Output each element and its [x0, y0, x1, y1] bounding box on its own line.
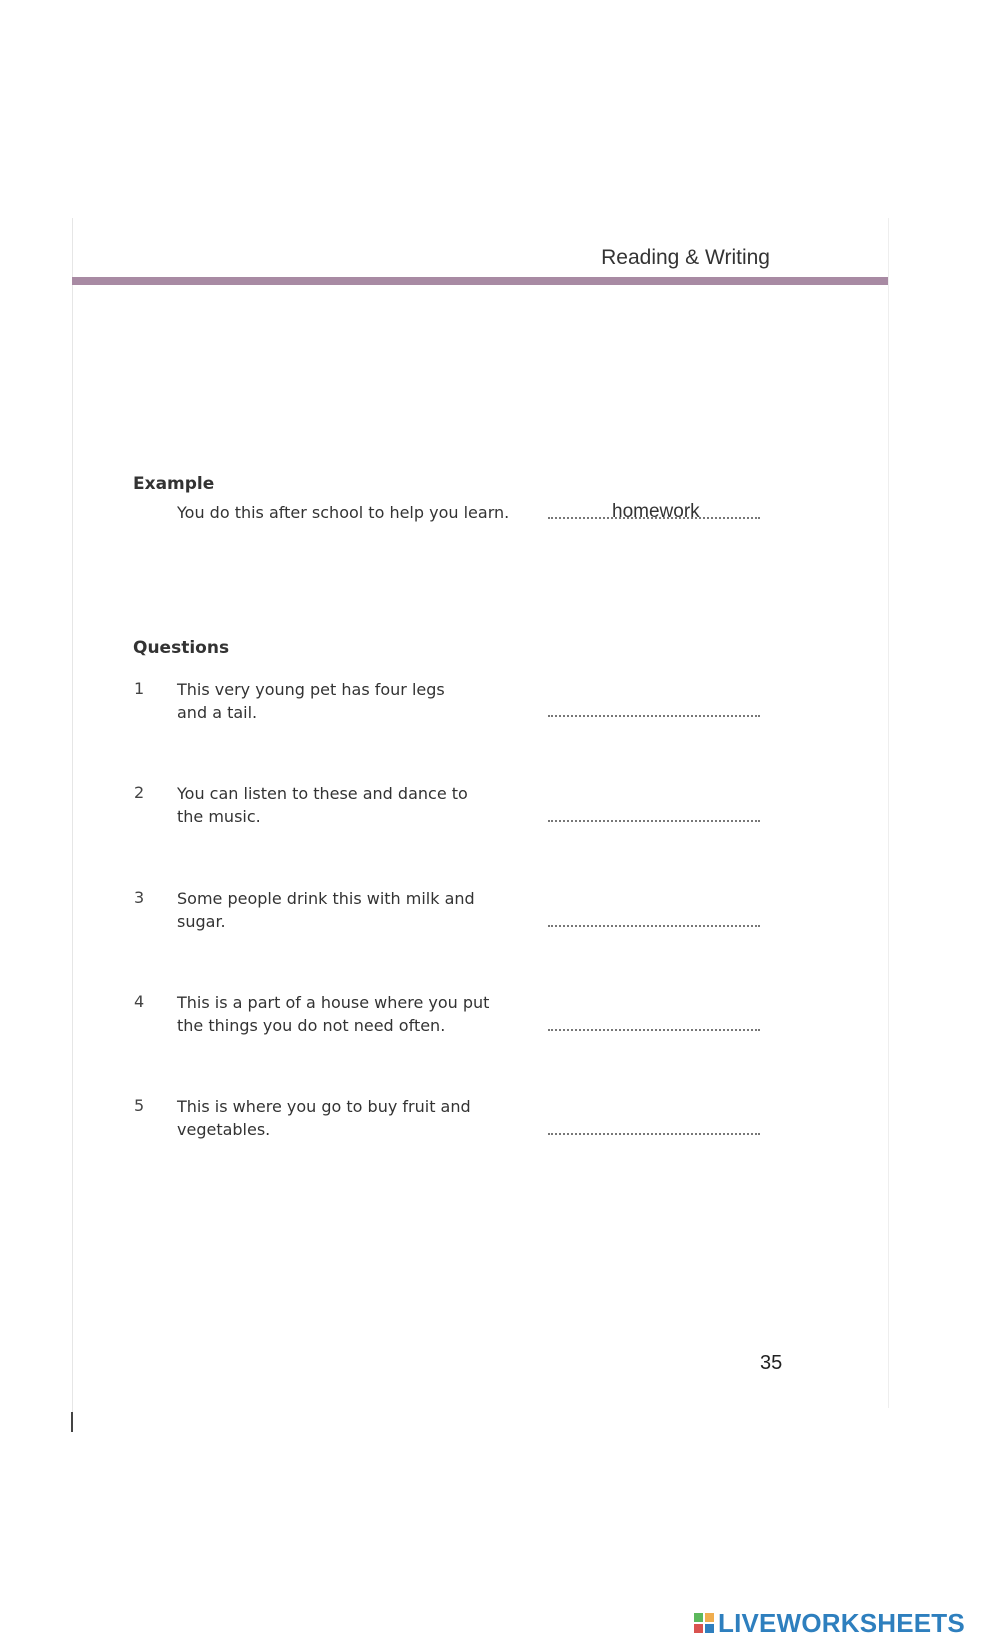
example-question: You do this after school to help you learn. — [177, 503, 510, 522]
question-text-line: and a tail. — [177, 703, 258, 722]
header-divider — [72, 277, 888, 285]
question-text-line: Some people drink this with milk and — [177, 889, 475, 908]
liveworksheets-logo-icon — [694, 1613, 714, 1633]
answer-input-5[interactable] — [548, 1133, 760, 1135]
question-text-line: This very young pet has four legs — [177, 680, 445, 699]
question-number: 3 — [134, 888, 145, 907]
answer-input-2[interactable] — [548, 820, 760, 822]
brand-logo[interactable] — [694, 1608, 965, 1638]
answer-input-4[interactable] — [548, 1029, 760, 1031]
question-text-line: the music. — [177, 807, 261, 826]
scan-mark — [71, 1412, 73, 1432]
question-number: 4 — [134, 992, 145, 1011]
question-text-line: This is where you go to buy fruit and — [177, 1097, 471, 1116]
question-text-line: vegetables. — [177, 1120, 271, 1139]
page-edge — [888, 218, 889, 1408]
question-number: 5 — [134, 1096, 145, 1115]
question-text-line: This is a part of a house where you put — [177, 993, 490, 1012]
question-number: 2 — [134, 783, 145, 802]
question-text-line: You can listen to these and dance to — [177, 784, 468, 803]
answer-input-3[interactable] — [548, 925, 760, 927]
brand-name: LIVEWORKSHEETS — [718, 1607, 965, 1638]
questions-heading: Questions — [133, 638, 230, 658]
example-heading: Example — [133, 474, 215, 494]
question-text-line: the things you do not need often. — [177, 1016, 446, 1035]
page-header-title: Reading & Writing — [601, 246, 770, 269]
question-number: 1 — [134, 679, 145, 698]
answer-input-1[interactable] — [548, 715, 760, 717]
example-answer: homework — [612, 501, 700, 522]
page-edge — [72, 218, 73, 1428]
page-number: 35 — [760, 1352, 783, 1374]
question-text-line: sugar. — [177, 912, 226, 931]
